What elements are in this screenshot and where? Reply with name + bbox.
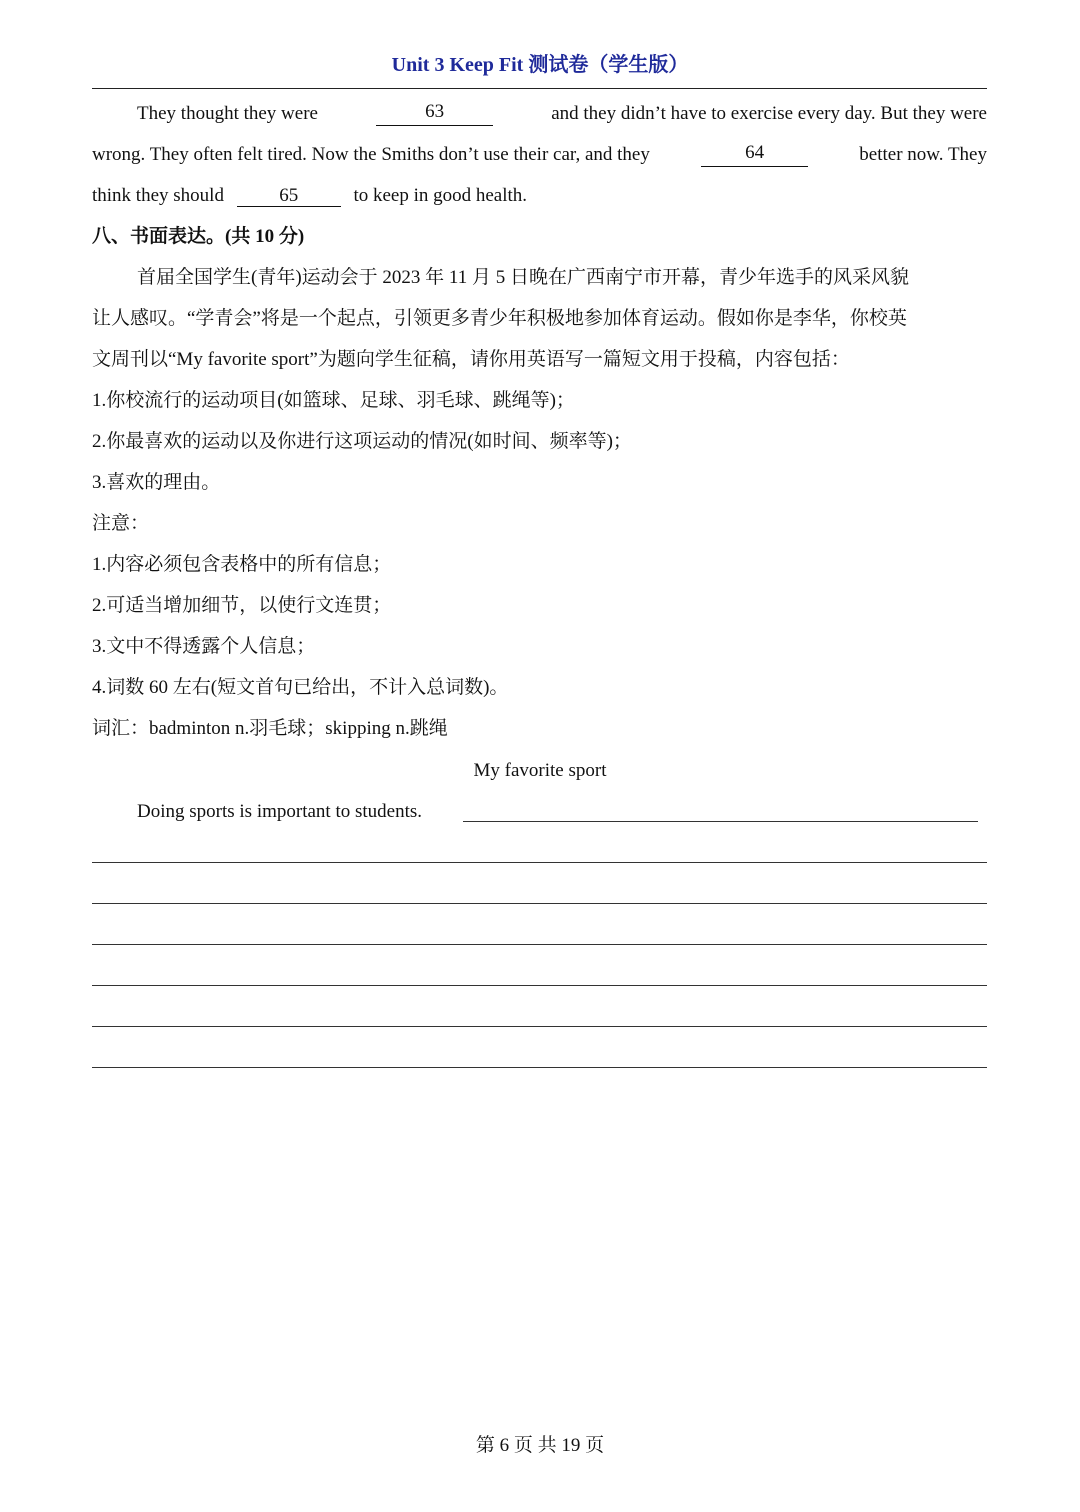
answer-blank-64: 64 <box>701 143 808 167</box>
page-header-title: Unit 3 Keep Fit 测试卷（学生版） <box>391 54 689 76</box>
passage-text: wrong. They often felt tired. Now the Smiths don’t use their car, and they <box>92 144 650 165</box>
writing-line[interactable] <box>92 944 987 945</box>
note-1: 1.内容必须包含表格中的所有信息； <box>92 554 392 575</box>
passage-text: think they should <box>92 185 224 206</box>
notes-label: 注意： <box>92 513 150 534</box>
prompt-line-1: 首届全国学生(青年)运动会于 2023 年 11 月 5 日晚在广西南宁市开幕，青少年选手的风采风貌 <box>137 267 909 288</box>
writing-line[interactable] <box>92 985 987 986</box>
passage-text: They thought they were <box>137 103 318 124</box>
writing-line[interactable] <box>92 903 987 904</box>
note-3: 3.文中不得透露个人信息； <box>92 636 316 657</box>
essay-first-sentence: Doing sports is important to students. <box>137 801 422 822</box>
writing-line[interactable] <box>92 862 987 863</box>
passage-line-3 <box>92 184 987 208</box>
writing-line[interactable] <box>463 821 978 822</box>
passage-text: better now. They <box>859 144 987 165</box>
prompt-line-3: 文周刊以“My favorite sport”为题向学生征稿，请你用英语写一篇短文用于投稿，内容包括： <box>92 349 850 370</box>
answer-blank-65: 65 <box>237 186 341 207</box>
answer-blank-63: 63 <box>376 102 493 126</box>
passage-line-1 <box>137 102 987 126</box>
writing-line[interactable] <box>92 1026 987 1027</box>
requirement-3: 3.喜欢的理由。 <box>92 472 221 493</box>
passage-text: and they didn’t have to exercise every day. But they were <box>551 103 987 124</box>
note-4: 4.词数 60 左右(短文首句已给出，不计入总词数)。 <box>92 677 509 698</box>
requirement-2: 2.你最喜欢的运动以及你进行这项运动的情况(如时间、频率等)； <box>92 431 632 452</box>
requirement-1: 1.你校流行的运动项目(如篮球、足球、羽毛球、跳绳等)； <box>92 390 575 411</box>
page-number: 第 6 页 共 19 页 <box>475 1435 605 1456</box>
passage-line-2 <box>92 143 987 167</box>
prompt-line-2: 让人感叹。“学青会”将是一个起点，引领更多青少年积极地参加体育运动。假如你是李华，你校英 <box>92 308 907 329</box>
writing-line[interactable] <box>92 1067 987 1068</box>
vocabulary-hint: 词汇：badminton n.羽毛球；skipping n.跳绳 <box>92 718 448 739</box>
section-heading: 八、书面表达。(共 10 分) <box>92 226 305 247</box>
header-divider <box>92 88 987 89</box>
note-2: 2.可适当增加细节，以使行文连贯； <box>92 595 392 616</box>
passage-text: to keep in good health. <box>353 185 528 206</box>
essay-title: My favorite sport <box>473 760 607 781</box>
